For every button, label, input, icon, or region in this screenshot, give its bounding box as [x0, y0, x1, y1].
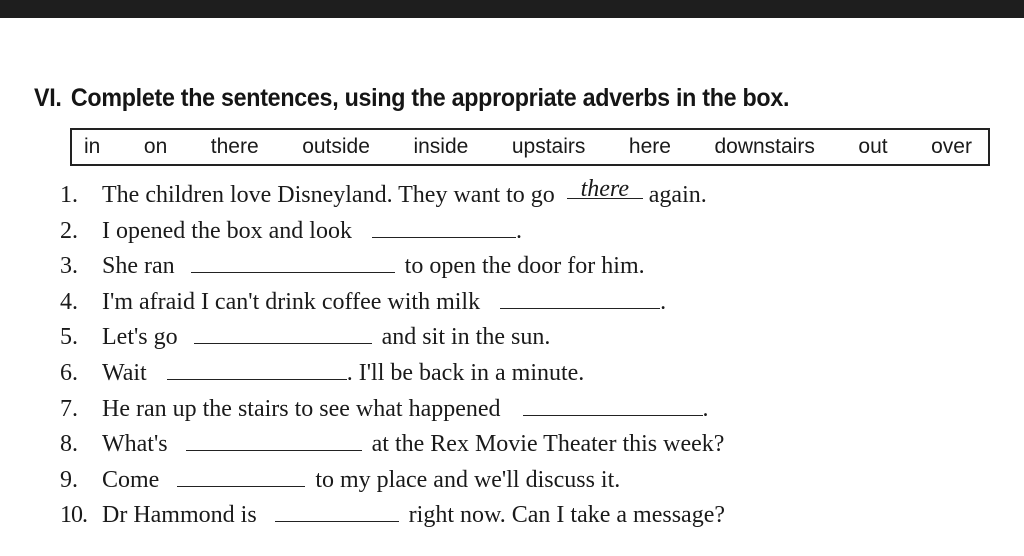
sentence-item	[60, 463, 725, 499]
answer-blank[interactable]	[500, 288, 660, 309]
word-box-item: over	[931, 135, 972, 158]
adverb-word-box	[70, 128, 990, 166]
sentence-number: 4.	[60, 288, 78, 315]
answer-blank[interactable]	[191, 252, 395, 273]
sentence-item	[60, 249, 725, 285]
word-box-item: inside	[413, 135, 469, 158]
sentence-number: 9.	[60, 466, 78, 493]
sentence-text-before: What's	[102, 431, 168, 458]
sentence-number: 1.	[60, 182, 78, 208]
sentence-item	[60, 320, 725, 356]
answer-blank[interactable]	[275, 501, 399, 522]
sentence-text-after: right now. Can I take a message?	[408, 502, 725, 529]
sentence-text-after: .	[660, 288, 667, 315]
answer-blank[interactable]	[167, 359, 347, 380]
top-bar	[0, 0, 1024, 18]
sentence-text-before: Come	[102, 466, 160, 493]
answer-blank[interactable]	[177, 466, 305, 487]
sentence-text-before: The children love Disneyland. They want to go	[102, 182, 555, 208]
sentence-text-before: Wait	[102, 359, 147, 386]
word-box-item: downstairs	[714, 135, 815, 158]
sentence-number: 6.	[60, 359, 78, 386]
sentence-item	[60, 427, 725, 463]
sentence-text-after: to open the door for him.	[404, 253, 645, 280]
sentence-text-after: and sit in the sun.	[381, 324, 551, 351]
sentence-text-before: I'm afraid I can't drink coffee with milk	[102, 288, 481, 315]
exercise-heading	[34, 84, 789, 113]
answer-blank[interactable]	[523, 395, 703, 416]
sentence-item	[60, 498, 725, 534]
answer-blank[interactable]	[186, 430, 362, 451]
word-box-item: in	[84, 135, 101, 158]
answer-blank[interactable]	[372, 217, 516, 238]
sentence-text-before: She ran	[102, 253, 175, 280]
answer-blank[interactable]	[194, 323, 372, 344]
answer-text: there	[580, 176, 629, 202]
sentence-list	[60, 178, 725, 534]
word-box-item: there	[210, 135, 259, 158]
word-box-item: here	[628, 135, 671, 158]
sentence-text-before: I opened the box and look	[102, 217, 352, 244]
sentence-text-after: .	[515, 217, 522, 244]
sentence-item	[60, 178, 725, 214]
sentence-number: 7.	[60, 395, 78, 422]
sentence-item	[60, 214, 725, 250]
sentence-text-after: at the Rex Movie Theater this week?	[371, 431, 725, 458]
sentence-text-before: Dr Hammond is	[102, 502, 257, 529]
sentence-text-before: He ran up the stairs to see what happened	[102, 395, 501, 422]
sentence-number: 10.	[60, 502, 87, 529]
sentence-text-before: Let's go	[102, 324, 178, 351]
sentence-item	[60, 392, 725, 428]
exercise-number: VI.	[34, 84, 62, 112]
answer-blank[interactable]	[567, 176, 643, 202]
sentence-item	[60, 285, 725, 321]
word-box-item: on	[143, 135, 168, 158]
sentence-number: 2.	[60, 217, 78, 244]
sentence-text-after: . I'll be back in a minute.	[346, 359, 585, 386]
word-box-item: out	[858, 135, 888, 158]
sentence-number: 8.	[60, 431, 78, 458]
word-box-item: upstairs	[511, 135, 586, 158]
sentence-item	[60, 356, 725, 392]
exercise-instruction: Complete the sentences, using the appropriate adverbs in the box.	[70, 84, 790, 112]
sentence-number: 5.	[60, 324, 78, 351]
sentence-text-after: to my place and we'll discuss it.	[315, 466, 621, 493]
word-box-item: outside	[302, 135, 370, 158]
sentence-text-after: again.	[648, 182, 707, 208]
sentence-number: 3.	[60, 253, 78, 280]
sentence-text-after: .	[702, 395, 709, 422]
